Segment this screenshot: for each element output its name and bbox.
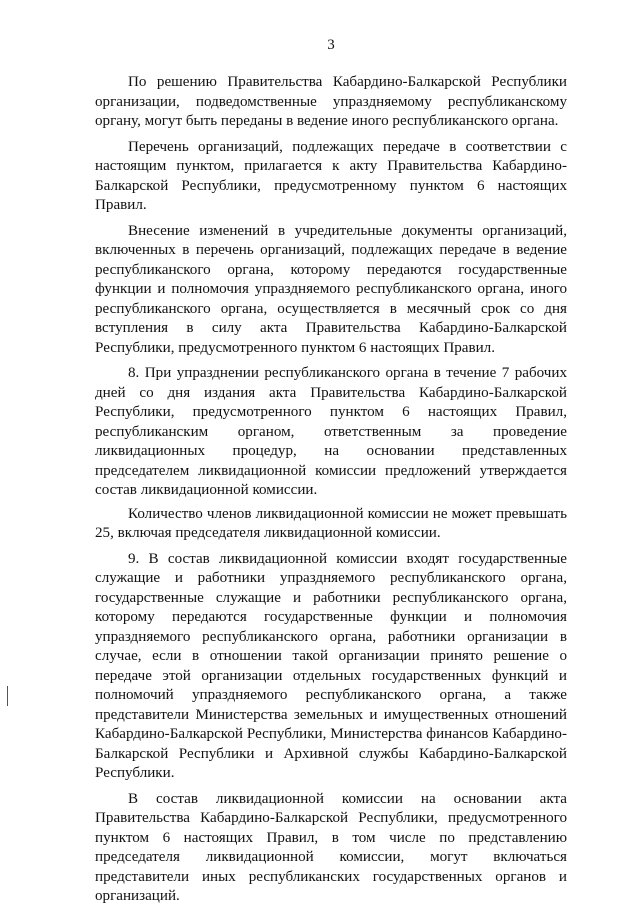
paragraph-transfer-decision: По решению Правительства Кабардино-Балкарской Республики организации, подведомственные упраздняемому республиканскому органу, могут быть переданы в ведение иного республиканского органа. [95, 74, 567, 129]
document-body [95, 73, 567, 913]
paragraph-item-8: 8. При упразднении республиканского органа в течение 7 рабочих дней со дня издания акта Правительства Кабардино-Балкарской Республики, предусмотренного пунктом 6 настоящих Правил, республиканским органом, ответственным за проведение ликвидационных процедур, на основании представленных председателем ликвидационной комиссии предложений утверждается состав ликвидационной комиссии. [95, 365, 567, 498]
paragraph-commission-size: Количество членов ликвидационной комиссии не может превышать 25, включая председателя ликвидационной комиссии. [95, 505, 567, 541]
paragraph-item-9: 9. В состав ликвидационной комиссии входят государственные служащие и работники упраздняемого республиканского органа, государственные служащие и работники республиканского органа, которому передаются государственные функции и полномочия упраздняемого республиканского органа, работники организации в случае, если в отношении такой организации принято решение о передаче этой организации отдельных государственных функций и полномочий упраздняемого республиканского органа, а также представители Министерства земельных и имущественных отношений Кабардино-Балкарской Республики, Министерства финансов Кабардино-Балкарской Республики и Архивной службы Кабардино-Балкарской Республики. [95, 550, 567, 781]
paragraph-organizations-list: Перечень организаций, подлежащих передаче в соответствии с настоящим пунктом, прилагается к акту Правительства Кабардино-Балкарской Республики, предусмотренному пунктом 6 настоящих Правил. [95, 138, 567, 213]
paragraph-commission-members: В состав ликвидационной комиссии на основании акта Правительства Кабардино-Балкарской Республики, предусмотренного пунктом 6 настоящих Правил, в том числе по представлению председателя ликвидационной комиссии, могут включаться представители иных республиканских государственных органов и организаций. [95, 790, 567, 904]
margin-mark [7, 686, 8, 706]
page-number: 3 [327, 37, 335, 53]
paragraph-charter-changes: Внесение изменений в учредительные документы организаций, включенных в перечень организаций, подлежащих передаче в ведение республиканского органа, которому передаются государственные функции и полномочия упраздняемого республиканского органа, иного республиканского органа, осуществляется в месячный срок со дня вступления в силу акта Правительства Кабардино-Балкарской Республики, предусмотренного пунктом 6 настоящих Правил. [95, 222, 567, 356]
